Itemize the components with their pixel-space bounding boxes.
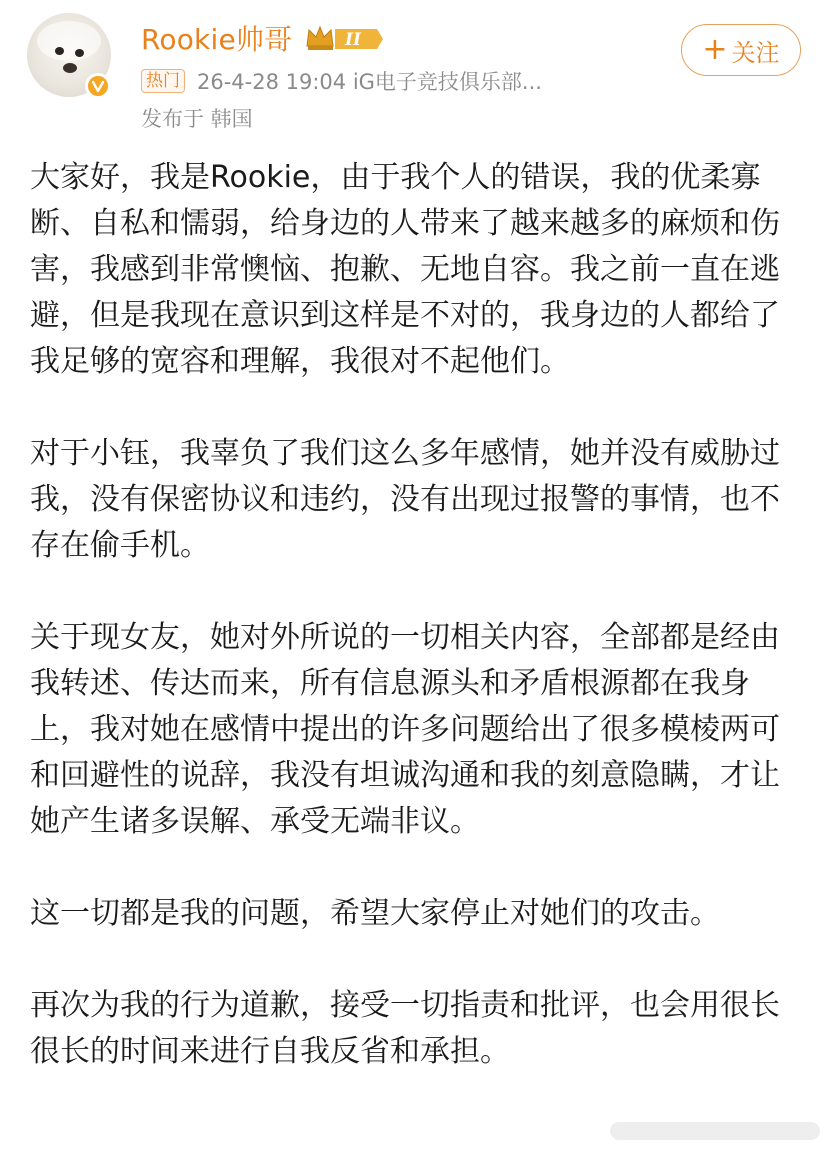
avatar-eye-right xyxy=(75,49,84,57)
post-body xyxy=(30,155,805,1075)
svg-text:II: II xyxy=(345,30,361,50)
hot-tag[interactable]: 热门 xyxy=(141,69,185,93)
avatar-nose xyxy=(63,63,77,73)
plus-icon: + xyxy=(702,32,728,67)
post-meta xyxy=(141,66,542,96)
post-paragraph: 关于现女友，她对外所说的一切相关内容，全部都是经由我转述、传达而来，所有信息源头和矛盾根源都在我身上，我对她在感情中提出的许多问题给出了很多模棱两可和回避性的说辞，我没有坦诚沟通和我的刻意隐瞒，才让她产生诸多误解、承受无端非议。 xyxy=(30,620,780,839)
follow-label: 关注 xyxy=(731,38,780,67)
avatar-fur xyxy=(37,21,101,61)
watermark-logo xyxy=(610,1116,820,1146)
post-paragraph: 对于小钰，我辜负了我们这么多年感情，她并没有威胁过我，没有保密协议和违约，没有出现过报警的事情，也不存在偷手机。 xyxy=(30,436,780,563)
crown-level-badge-icon[interactable] xyxy=(305,24,385,54)
verified-badge-icon xyxy=(85,73,111,99)
author-name[interactable]: Rookie帅哥 xyxy=(141,23,293,56)
avatar-eye-left xyxy=(55,47,64,55)
post-location: 发布于 韩国 xyxy=(141,107,253,131)
post-header xyxy=(0,0,828,140)
follow-button[interactable] xyxy=(681,24,801,76)
post-paragraph: 大家好，我是Rookie，由于我个人的错误，我的优柔寡断、自私和懦弱，给身边的人带来了越来越多的麻烦和伤害，我感到非常懊恼、抱歉、无地自容。我之前一直在逃避，但是我现在意识到这样是不对的，我身边的人都给了我足够的宽容和理解，我很对不起他们。 xyxy=(30,160,780,379)
post-time-source: 26-4-28 19:04 iG电子竞技俱乐部... xyxy=(197,70,542,94)
post-paragraph: 再次为我的行为道歉，接受一切指责和批评，也会用很长很长的时间来进行自我反省和承担。 xyxy=(30,988,780,1069)
post-paragraph: 这一切都是我的问题，希望大家停止对她们的攻击。 xyxy=(30,896,720,931)
